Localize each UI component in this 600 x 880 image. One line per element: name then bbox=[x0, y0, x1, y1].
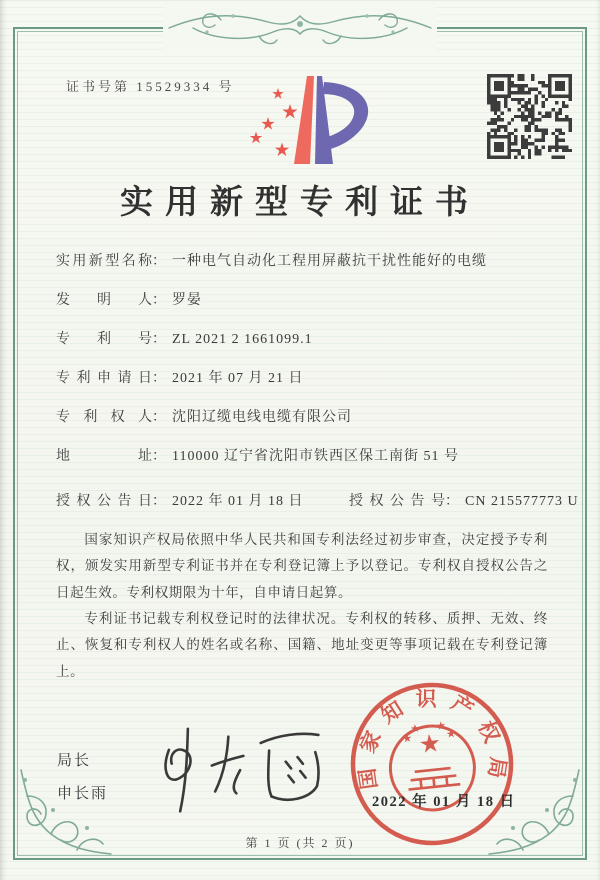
legal-paragraph-1: 国家知识产权局依照中华人民共和国专利法经过初步审查，决定授予专利权，颁发实用新型专利证书并在专利登记簿上予以登记。专利权自授权公告之日起生效。专利权期限为十年，自申请日起算。 bbox=[56, 532, 548, 600]
field-row-patentee bbox=[56, 410, 564, 425]
field-colon: ： bbox=[152, 494, 166, 509]
certificate-fields bbox=[56, 254, 579, 533]
field-value: ZL 2021 2 1661099.1 bbox=[172, 332, 313, 347]
field-row-address bbox=[56, 449, 564, 464]
legal-paragraph-2: 专利证书记载专利权登记时的法律状况。专利权的转移、质押、无效、终止、恢复和专利权人的姓名或名称、国籍、地址变更等事项记载在专利登记簿上。 bbox=[56, 610, 548, 679]
field-colon: ： bbox=[152, 293, 166, 308]
field-colon: ： bbox=[152, 254, 166, 269]
field-label: 地址 bbox=[56, 449, 152, 464]
field-label: 专利号 bbox=[56, 332, 152, 347]
cnipa-logo bbox=[238, 72, 390, 168]
field-value: 一种电气自动化工程用屏蔽抗干扰性能好的电缆 bbox=[172, 254, 487, 269]
field-label: 发明人 bbox=[56, 293, 152, 308]
field-row-name bbox=[56, 254, 564, 269]
seal-text: 国家知识产权局 bbox=[353, 686, 511, 792]
legal-text bbox=[56, 527, 548, 685]
top-flourish-ornament bbox=[163, 2, 437, 50]
grant-date-pair bbox=[56, 494, 307, 509]
field-colon: ： bbox=[152, 449, 166, 464]
director-block bbox=[57, 744, 108, 810]
field-label: 专利权人 bbox=[56, 410, 152, 425]
field-value: 沈阳辽缆电线电缆有限公司 bbox=[172, 410, 352, 425]
field-label: 专利申请日 bbox=[56, 371, 152, 386]
field-colon: ： bbox=[152, 371, 166, 386]
field-row-patent-no bbox=[56, 332, 564, 347]
director-name: 申长雨 bbox=[57, 785, 109, 802]
page-number: 第 1 页 (共 2 页) bbox=[245, 836, 355, 850]
field-row-grant bbox=[56, 494, 579, 509]
field-row-filing-date bbox=[56, 371, 564, 386]
grant-no-pair bbox=[349, 494, 579, 509]
field-value: CN 215577773 U bbox=[465, 494, 579, 509]
field-colon: ： bbox=[152, 332, 166, 347]
field-value: 罗晏 bbox=[172, 293, 202, 308]
field-colon: ： bbox=[445, 494, 459, 509]
field-value: 2021 年 07 月 21 日 bbox=[172, 371, 304, 386]
logo-stars-icon bbox=[250, 88, 298, 156]
certificate-title: 实用新型专利证书 bbox=[120, 182, 480, 221]
seal-date: 2022 年 01 月 18 日 bbox=[372, 794, 516, 810]
field-label: 授权公告日 bbox=[56, 494, 152, 509]
qr-code bbox=[487, 74, 572, 159]
field-row-inventor bbox=[56, 293, 564, 308]
field-value: 2022 年 01 月 18 日 bbox=[172, 494, 304, 509]
field-label: 实用新型名称 bbox=[56, 254, 152, 269]
logo-p-bowl bbox=[323, 82, 368, 150]
logo-red-wedge bbox=[294, 76, 314, 164]
field-colon: ： bbox=[152, 410, 166, 425]
certificate-number: 证书号第 15529334 号 bbox=[66, 79, 235, 94]
director-signature bbox=[140, 713, 345, 823]
cnipa-official-seal bbox=[337, 669, 526, 858]
field-label: 授权公告号 bbox=[349, 494, 445, 509]
field-value: 110000 辽宁省沈阳市铁西区保工南街 51 号 bbox=[172, 449, 459, 464]
director-title: 局长 bbox=[57, 752, 92, 769]
